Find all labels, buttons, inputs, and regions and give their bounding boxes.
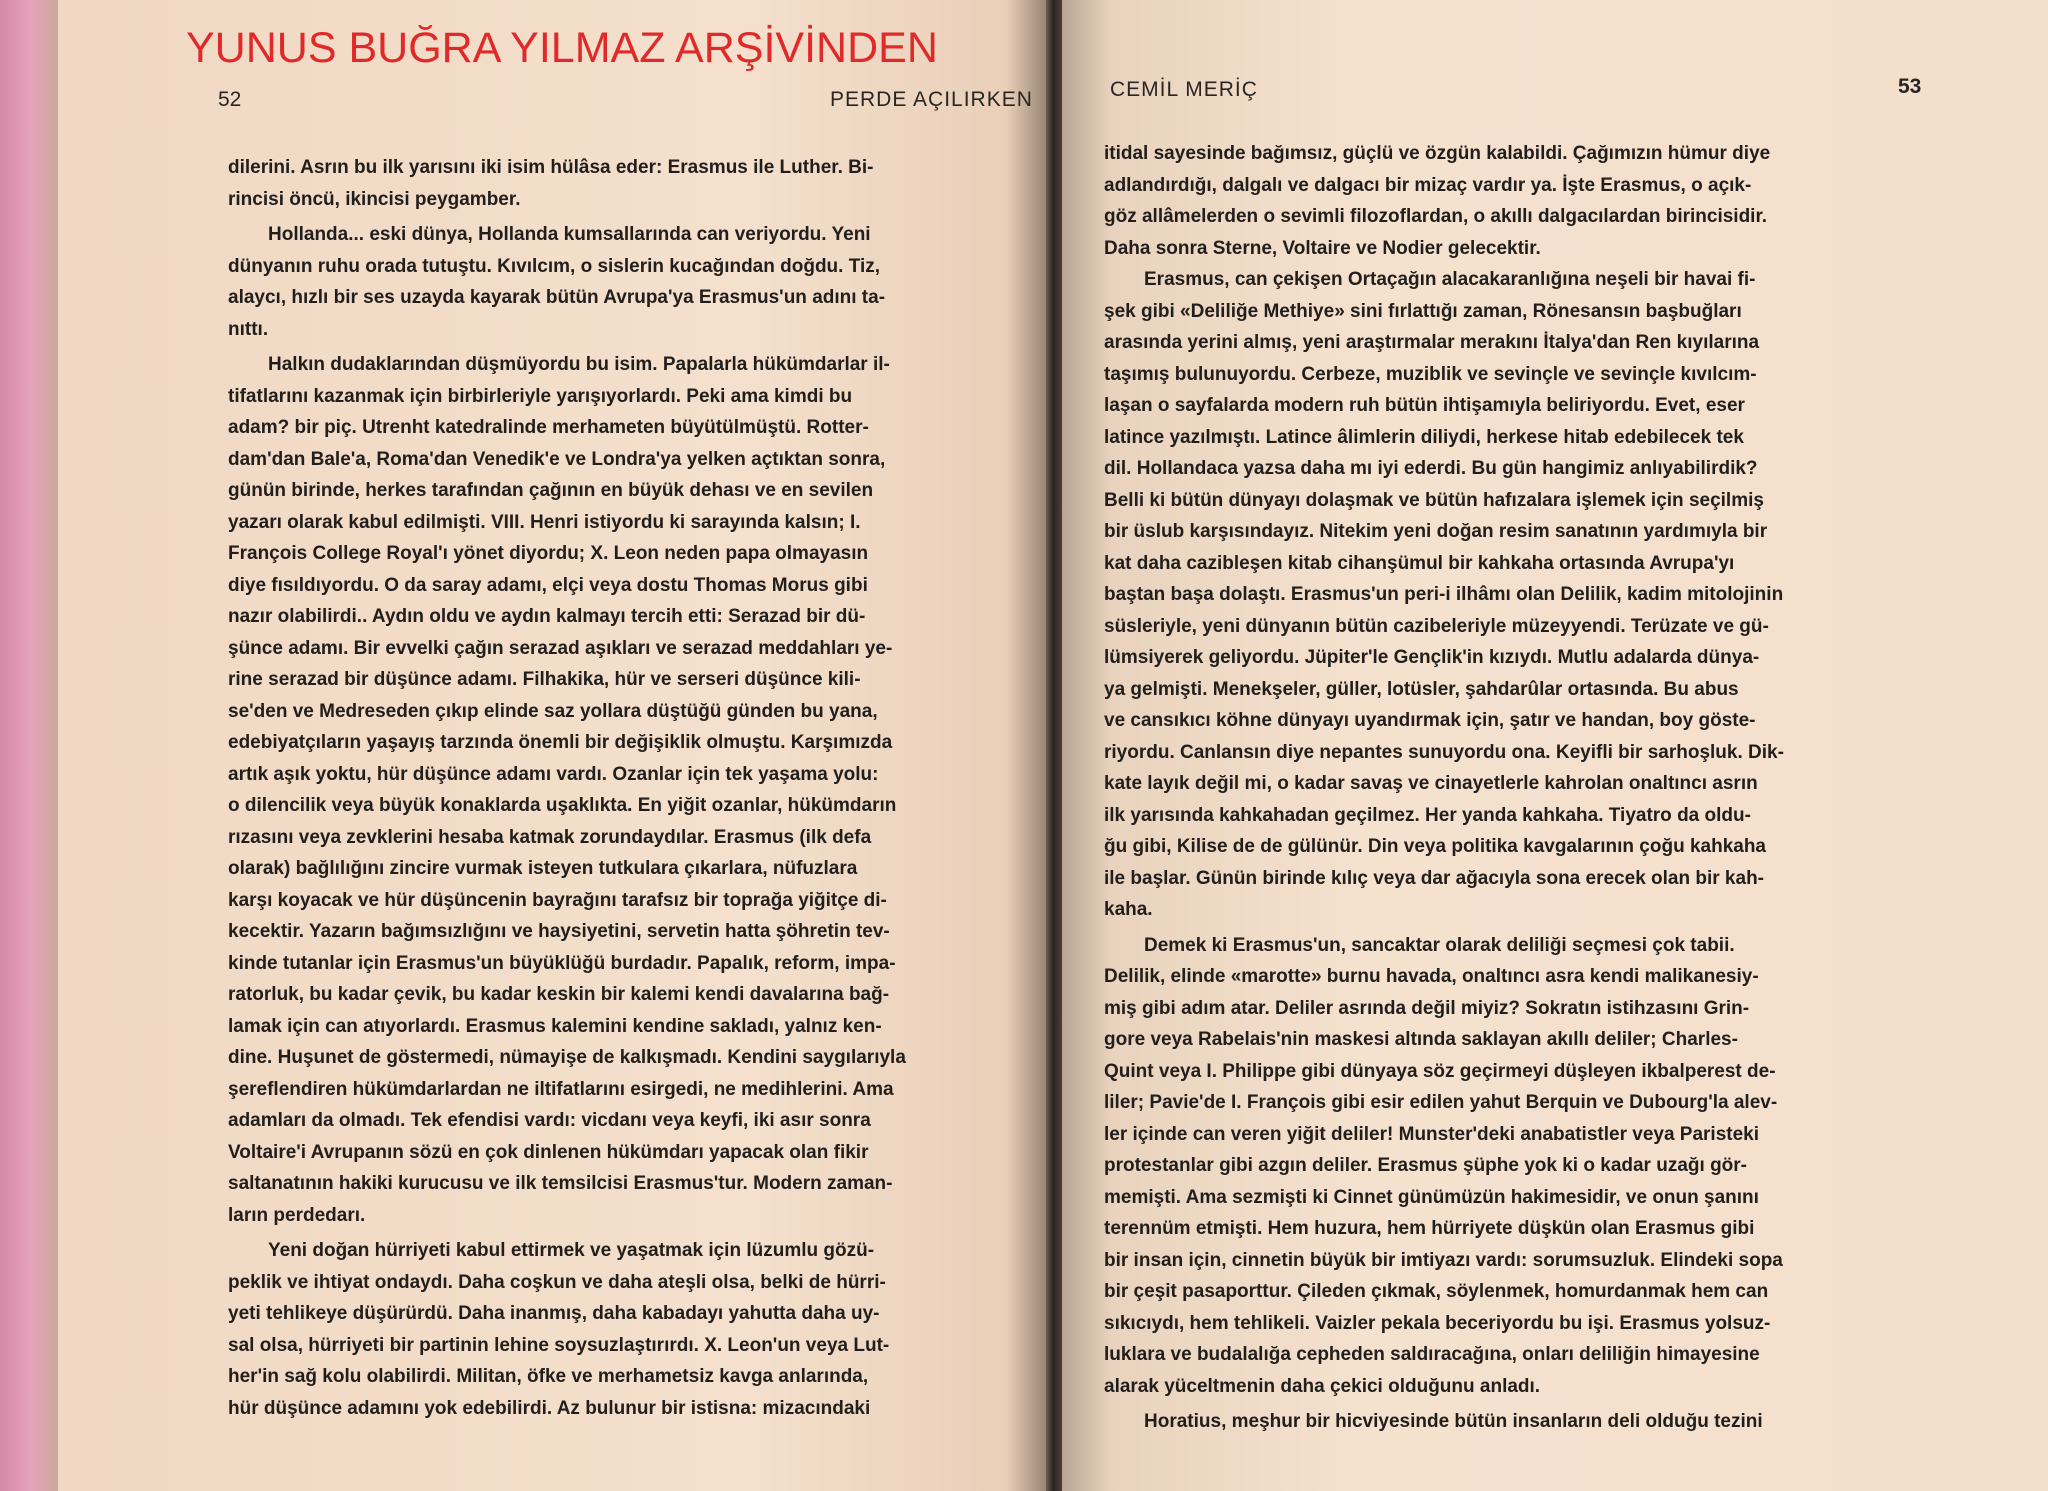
text-line: ilk yarısında kahkahadan geçilmez. Her yanda kahkaha. Tiyatro da oldu-: [1104, 804, 1751, 826]
text-line: sıkıcıydı, hem tehlikeli. Vaizler pekala beceriyordu bu işi. Erasmus yolsuz-: [1104, 1312, 1771, 1334]
page-number: 53: [1898, 75, 1922, 98]
text-line: lümsiyerek geliyordu. Jüpiter'le Gençlik'in kızıydı. Mutlu adalarda dünya-: [1104, 647, 1760, 668]
text-line: saltanatının hakiki kurucusu ve ilk temsilcisi Erasmus'tur. Modern zaman-: [228, 1173, 893, 1194]
text-line: dine. Huşunet de göstermedi, nümayişe de kalkışmadı. Kendini saygılarıyla: [228, 1047, 906, 1068]
text-line: Hollanda... eski dünya, Hollanda kumsallarında can veriyordu. Yeni: [268, 224, 871, 245]
archive-watermark: YUNUS BUĞRA YILMAZ ARŞİVİNDEN: [186, 24, 938, 72]
text-line: gore veya Rabelais'nin maskesi altında saklayan akıllı deliler; Charles-: [1104, 1029, 1738, 1050]
text-line: Halkın dudaklarından düşmüyordu bu isim. Papalarla hükümdarlar il-: [268, 354, 890, 375]
text-line: rine serazad bir düşünce adamı. Filhakika, hür ve serseri düşünce kili-: [228, 669, 861, 690]
text-line: alaycı, hızlı bir ses uzayda kayarak bütün Avrupa'ya Erasmus'un adını ta-: [228, 287, 886, 308]
text-line: diye fısıldıyordu. O da saray adamı, elçi veya dostu Thomas Morus gibi: [228, 574, 868, 596]
text-line: artık aşık yoktu, hür düşünce adamı vardı. Ozanlar için tek yaşama yolu:: [228, 763, 879, 785]
text-line: günün birinde, herkes tarafından çağının en büyük dehası ve en sevilen: [228, 480, 874, 501]
text-line: Belli ki bütün dünyayı dolaşmak ve bütün hafızalara işlemek için seçilmiş: [1104, 489, 1764, 511]
text-line: Delilik, elinde «marotte» burnu havada, onaltıncı asra kendi malikanesiy-: [1104, 966, 1759, 987]
text-line: o dilencilik veya büyük konaklarda uşaklıkta. En yiğit ozanlar, hükümdarın: [228, 795, 897, 816]
text-line: kat daha cazibleşen kitab cihanşümul bir kahkaha ortasında Avrupa'yı: [1104, 552, 1735, 574]
body-text: [1104, 138, 1996, 1438]
text-line: süsleriyle, yeni dünyanın bütün cazibeleriyle müzeyyendi. Terüzate ve gü-: [1104, 615, 1769, 637]
text-line: protestanlar gibi azgın deliler. Erasmus şüphe yok ki o kadar uzağı gör-: [1104, 1155, 1748, 1176]
text-line: ların perdedarı.: [228, 1204, 366, 1226]
text-line: alarak yüceltmenin daha çekici olduğunu anladı.: [1104, 1375, 1541, 1397]
text-line: latince yazılmıştı. Latince âlimlerin diliydi, herkese hitab edebilecek tek: [1104, 426, 1744, 448]
text-line: olarak) bağlılığını zincire vurmak isteyen tutkulara çıkarlara, nüfuzlara: [228, 858, 858, 879]
text-line: Daha sonra Sterne, Voltaire ve Nodier gelecektir.: [1104, 237, 1541, 259]
text-line: Voltaire'i Avrupanın sözü en çok dinlenen hükümdarı yapacak olan fikir: [228, 1141, 869, 1163]
text-line: şek gibi «Deliliğe Methiye» sini fırlattığı zaman, Rönesansın başbuğları: [1104, 300, 1742, 322]
text-line: yazarı olarak kabul edilmişti. VIII. Henri istiyordu ki sarayında kalsın; I.: [228, 511, 861, 533]
text-line: ler içinde can veren yiğit deliler! Munster'deki anabatistler veya Paristeki: [1104, 1123, 1760, 1145]
text-line: itidal sayesinde bağımsız, güçlü ve özgün kalabildi. Çağımızın hümur diye: [1104, 143, 1771, 164]
book-edge: [0, 0, 58, 1491]
text-line: nazır olabilirdi.. Aydın oldu ve aydın kalmayı tercih etti: Serazad bir dü-: [228, 606, 866, 627]
text-line: tifatlarını kazanmak için birbirleriyle yarışıyorlardı. Peki ama kimdi bu: [228, 385, 853, 407]
text-line: se'den ve Medreseden çıkıp elinde saz yollara düştüğü günden bu yana,: [228, 700, 878, 722]
left-page: [58, 0, 1046, 1491]
text-line: peklik ve ihtiyat ondaydı. Daha coşkun ve daha ateşli olsa, belki de hürri-: [228, 1271, 886, 1293]
running-head: CEMİL MERİÇ: [1110, 78, 1258, 101]
text-line: terennüm etmişti. Hem huzura, hem hürriyete düşkün olan Erasmus gibi: [1104, 1218, 1755, 1239]
text-line: göz allâmelerden o sevimli filozoflardan, o akıllı dalgacılardan birincisidir.: [1104, 206, 1768, 227]
text-line: şünce adamı. Bir evvelki çağın serazad aşıkları ve serazad meddahları ye-: [228, 637, 893, 659]
text-line: kecektir. Yazarın bağımsızlığını ve haysiyetini, servetin hatta şöhretin tev-: [228, 921, 890, 942]
text-line: memişti. Ama sezmişti ki Cinnet günümüzün hakimesidir, ve onun şanını: [1104, 1186, 1759, 1208]
running-head: PERDE AÇILIRKEN: [830, 88, 1033, 111]
text-line: rincisi öncü, ikincisi peygamber.: [228, 188, 521, 210]
text-line: Horatius, meşhur bir hicviyesinde bütün insanların deli olduğu tezini: [1144, 1411, 1763, 1432]
text-line: liler; Pavie'de I. François gibi esir edilen yahut Berquin ve Dubourg'la alev-: [1104, 1092, 1778, 1113]
text-line: riyordu. Canlansın diye nepantes sunuyordu ona. Keyifli bir sarhoşluk. Dik-: [1104, 741, 1784, 763]
text-line: rızasını veya zevklerini hesaba katmak zorundaydılar. Erasmus (ilk defa: [228, 826, 872, 848]
text-line: sal olsa, hürriyeti bir partinin lehine soysuzlaştırırdı. X. Leon'un veya Lut-: [228, 1334, 890, 1356]
text-line: ratorluk, bu kadar çevik, bu kadar keskin bir kalemi kendi davalarına bağ-: [228, 984, 890, 1005]
text-line: arasında yerini almış, yeni araştırmalar merakını İtalya'dan Ren kıyılarına: [1104, 332, 1760, 353]
text-line: miş gibi adım atar. Deliler asrında değil miyiz? Sokratın istihzasını Grin-: [1104, 997, 1750, 1019]
text-line: ve cansıkıcı köhne dünyayı uyandırmak için, şatır ve handan, boy göste-: [1104, 710, 1756, 731]
text-line: kinde tutanlar için Erasmus'un büyüklüğü burdadır. Papalık, reform, impa-: [228, 952, 896, 974]
book-gutter: [1046, 0, 1062, 1491]
text-line: ya gelmişti. Menekşeler, güller, lotüsler, şahdarûlar ortasında. Bu abus: [1104, 678, 1739, 700]
text-line: dil. Hollandaca yazsa daha mı iyi ederdi. Bu gün hangimiz anlıyabilirdik?: [1104, 458, 1758, 479]
text-line: adamları da olmadı. Tek efendisi vardı: vicdanı veya keyfi, iki asır sonra: [228, 1110, 871, 1131]
text-line: Quint veya I. Philippe gibi dünyaya söz geçirmeyi düşleyen ikbalperest de-: [1104, 1060, 1776, 1082]
text-line: edebiyatçıların yaşayış tarzında önemli bir değişiklik olmuştu. Karşımızda: [228, 732, 893, 753]
text-line: François College Royal'ı yönet diyordu; X. Leon neden papa olmayasın: [228, 543, 869, 564]
text-line: bir çeşit pasaporttur. Çileden çıkmak, söylenmek, homurdanmak hem can: [1104, 1281, 1769, 1302]
text-line: adam? bir piç. Utrenht katedralinde merhameten büyütülmüştü. Rotter-: [228, 417, 869, 438]
text-line: baştan başa dolaştı. Erasmus'un peri-i ilhâmı olan Delilik, kadim mitolojinin: [1104, 584, 1784, 605]
text-line: Erasmus, can çekişen Ortaçağın alacakaranlığına neşeli bir havai fi-: [1144, 269, 1756, 290]
right-page: [1062, 0, 2048, 1491]
text-line: yeti tehlikeye düşürürdü. Daha inanmış, daha kabadayı yahutta daha uy-: [228, 1303, 880, 1324]
text-line: nıttı.: [228, 318, 269, 340]
text-line: kaha.: [1104, 899, 1153, 920]
text-line: ğu gibi, Kilise de de gülünür. Din veya politika kavgalarının çoğu kahkaha: [1104, 836, 1766, 857]
text-line: karşı koyacak ve hür düşüncenin bayrağını tarafsız bir toprağa yiğitçe di-: [228, 889, 887, 911]
text-line: bir üslub karşısındayız. Nitekim yeni doğan resim sanatının yardımıyla bir: [1104, 521, 1768, 542]
text-line: luklara ve budalalığa cepheden saldıracağına, onları deliliğin himayesine: [1104, 1344, 1760, 1365]
page-number: 52: [218, 88, 242, 111]
text-line: ile başlar. Günün birinde kılıç veya dar ağacıyla sona erecek olan bir kah-: [1104, 867, 1764, 889]
text-line: kate layık değil mi, o kadar savaş ve cinayetlerle kahrolan onaltıncı asrın: [1104, 773, 1758, 794]
text-line: hür düşünce adamını yok edebilirdi. Az bulunur bir istisna: mizacındaki: [228, 1397, 871, 1419]
text-line: şereflendiren hükümdarlardan ne iltifatlarını esirgedi, ne medihlerini. Ama: [228, 1078, 894, 1100]
text-line: dam'dan Bale'a, Roma'dan Venedik'e ve Londra'ya yelken açtıktan sonra,: [228, 448, 886, 470]
text-line: lamak için can atıyorlardı. Erasmus kalemini kendine sakladı, yalnız ken-: [228, 1015, 882, 1037]
text-line: laşan o sayfalarda modern ruh bütün ihtişamıyla beliriyordu. Evet, eser: [1104, 395, 1745, 416]
body-text: [228, 152, 1028, 1424]
text-line: dünyanın ruhu orada tutuştu. Kıvılcım, o sislerin kucağından doğdu. Tiz,: [228, 255, 881, 277]
text-line: Demek ki Erasmus'un, sancaktar olarak deliliği seçmesi çok tabii.: [1144, 934, 1735, 956]
text-line: dilerini. Asrın bu ilk yarısını iki isim hülâsa eder: Erasmus ile Luther. Bi-: [228, 157, 874, 178]
text-line: her'in sağ kolu olabilirdi. Militan, öfke ve merhametsiz kavga anlarında,: [228, 1366, 869, 1387]
text-line: taşımış bulunuyordu. Cerbeze, muziblik ve sevinçle ve sevinçle kıvılcım-: [1104, 363, 1757, 385]
text-line: bir insan için, cinnetin büyük bir imtiyazı vardı: sorumsuzluk. Elindeki sopa: [1104, 1249, 1783, 1271]
text-line: Yeni doğan hürriyeti kabul ettirmek ve yaşatmak için lüzumlu gözü-: [268, 1240, 875, 1261]
text-line: adlandırdığı, dalgalı ve dalgacı bir mizaç vardır ya. İşte Erasmus, o açık-: [1104, 174, 1752, 196]
